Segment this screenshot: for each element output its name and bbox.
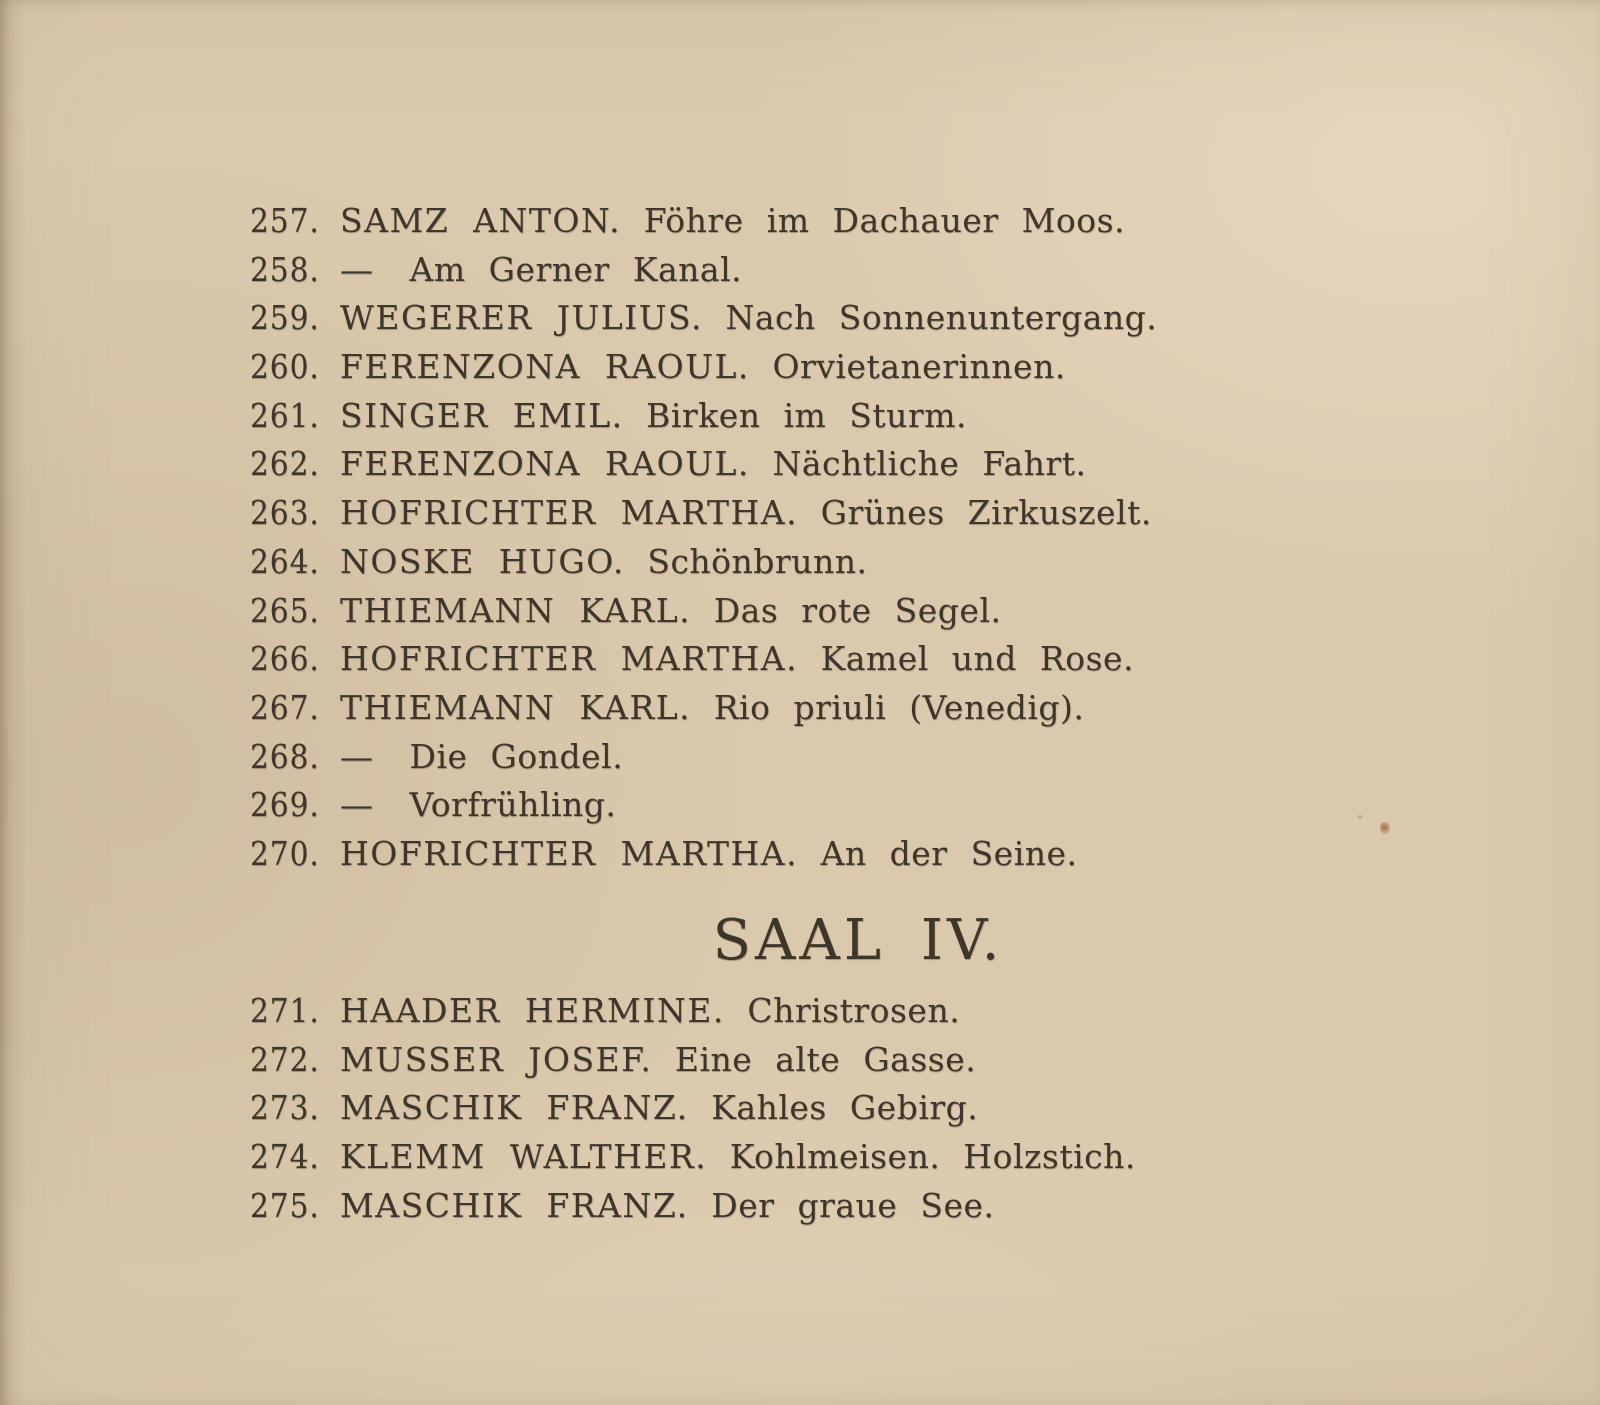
catalog-entry xyxy=(250,294,1450,343)
entry-author-ditto-dash: — xyxy=(340,736,373,776)
entry-number: 258. xyxy=(250,249,320,289)
section-heading: SAAL IV. xyxy=(712,908,1004,973)
catalog-entry xyxy=(250,635,1450,684)
catalog-entry xyxy=(250,538,1450,587)
entry-author: MASCHIK FRANZ. xyxy=(340,1088,689,1128)
entry-title: Nächtliche Fahrt. xyxy=(772,444,1087,484)
catalog-entry xyxy=(250,684,1450,733)
entry-number: 270. xyxy=(250,833,320,873)
entry-author: THIEMANN KARL. xyxy=(340,687,692,727)
catalog-entry xyxy=(250,587,1450,636)
entry-number: 273. xyxy=(250,1088,320,1128)
entry-author: FERENZONA RAOUL. xyxy=(340,444,750,484)
paper-speck xyxy=(1358,815,1362,819)
catalog-entry xyxy=(250,246,1450,295)
entry-number: 263. xyxy=(250,493,320,533)
entry-author: THIEMANN KARL. xyxy=(340,590,692,630)
catalog-entry xyxy=(250,1084,1450,1133)
entry-title: Kamel und Rose. xyxy=(820,639,1135,679)
catalog-entry xyxy=(250,1036,1450,1085)
entry-number: 269. xyxy=(250,785,320,825)
entry-author-ditto-dash: — xyxy=(340,785,373,825)
entry-title: Föhre im Dachauer Moos. xyxy=(643,201,1126,240)
entry-number: 257. xyxy=(250,201,320,240)
catalog-entry xyxy=(250,781,1450,830)
entry-author: WEGERER JULIUS. xyxy=(340,298,703,338)
entry-title: Kohlmeisen. Holzstich. xyxy=(729,1137,1136,1177)
entry-number: 264. xyxy=(250,541,320,581)
entry-title: Orvietanerinnen. xyxy=(772,347,1066,387)
entry-title: Eine alte Gasse. xyxy=(674,1039,977,1079)
entry-title: Die Gondel. xyxy=(409,736,624,776)
entry-author: NOSKE HUGO. xyxy=(340,541,625,581)
entry-number: 268. xyxy=(250,736,320,776)
catalog-entry xyxy=(250,987,1450,1036)
catalog-entry xyxy=(250,343,1450,392)
entry-title: Das rote Segel. xyxy=(713,590,1002,630)
entry-author-ditto-dash: — xyxy=(340,249,373,289)
entry-title: Birken im Sturm. xyxy=(646,395,967,435)
entry-number: 262. xyxy=(250,444,320,484)
catalog-entry xyxy=(250,733,1450,782)
entry-title: Vorfrühling. xyxy=(409,785,617,825)
entry-author: SINGER EMIL. xyxy=(340,395,624,435)
entry-author: HOFRICHTER MARTHA. xyxy=(340,493,799,533)
entry-number: 274. xyxy=(250,1137,320,1177)
catalog-entry xyxy=(250,1182,1450,1231)
entry-number: 267. xyxy=(250,687,320,727)
entry-author: MUSSER JOSEF. xyxy=(340,1039,653,1079)
entry-title: Schönbrunn. xyxy=(647,541,868,581)
catalog-entry xyxy=(250,1133,1450,1182)
entry-number: 272. xyxy=(250,1039,320,1079)
catalog-entry xyxy=(250,440,1450,489)
catalog-entry xyxy=(250,830,1450,879)
entry-number: 265. xyxy=(250,590,320,630)
entry-author: MASCHIK FRANZ. xyxy=(340,1185,689,1225)
entry-number: 266. xyxy=(250,639,320,679)
entry-title: Rio priuli (Venedig). xyxy=(713,687,1085,727)
catalog-entry xyxy=(250,197,1450,246)
entry-number: 271. xyxy=(250,991,320,1030)
catalog-section-2 xyxy=(250,987,1450,1230)
entry-author: HOFRICHTER MARTHA. xyxy=(340,833,799,873)
entry-author: HOFRICHTER MARTHA. xyxy=(340,639,799,679)
foxing-spot xyxy=(1380,822,1390,834)
entry-title: Nach Sonnenuntergang. xyxy=(725,298,1158,338)
entry-author: HAADER HERMINE. xyxy=(340,991,725,1030)
entry-title: Kahles Gebirg. xyxy=(711,1088,979,1128)
entry-title: Der graue See. xyxy=(711,1185,995,1225)
entry-number: 259. xyxy=(250,298,320,338)
entry-author: KLEMM WALTHER. xyxy=(340,1137,708,1177)
catalog-entry xyxy=(250,392,1450,441)
entry-author: FERENZONA RAOUL. xyxy=(340,347,750,387)
entry-title: Christrosen. xyxy=(747,991,961,1030)
catalog-entry xyxy=(250,489,1450,538)
entry-author: SAMZ ANTON. xyxy=(340,201,622,240)
entry-title: Grünes Zirkuszelt. xyxy=(820,493,1152,533)
catalog-section-1 xyxy=(250,197,1450,879)
entry-title: An der Seine. xyxy=(820,833,1078,873)
entry-number: 261. xyxy=(250,395,320,435)
entry-title: Am Gerner Kanal. xyxy=(409,249,743,289)
entry-number: 260. xyxy=(250,347,320,387)
entry-number: 275. xyxy=(250,1185,320,1225)
